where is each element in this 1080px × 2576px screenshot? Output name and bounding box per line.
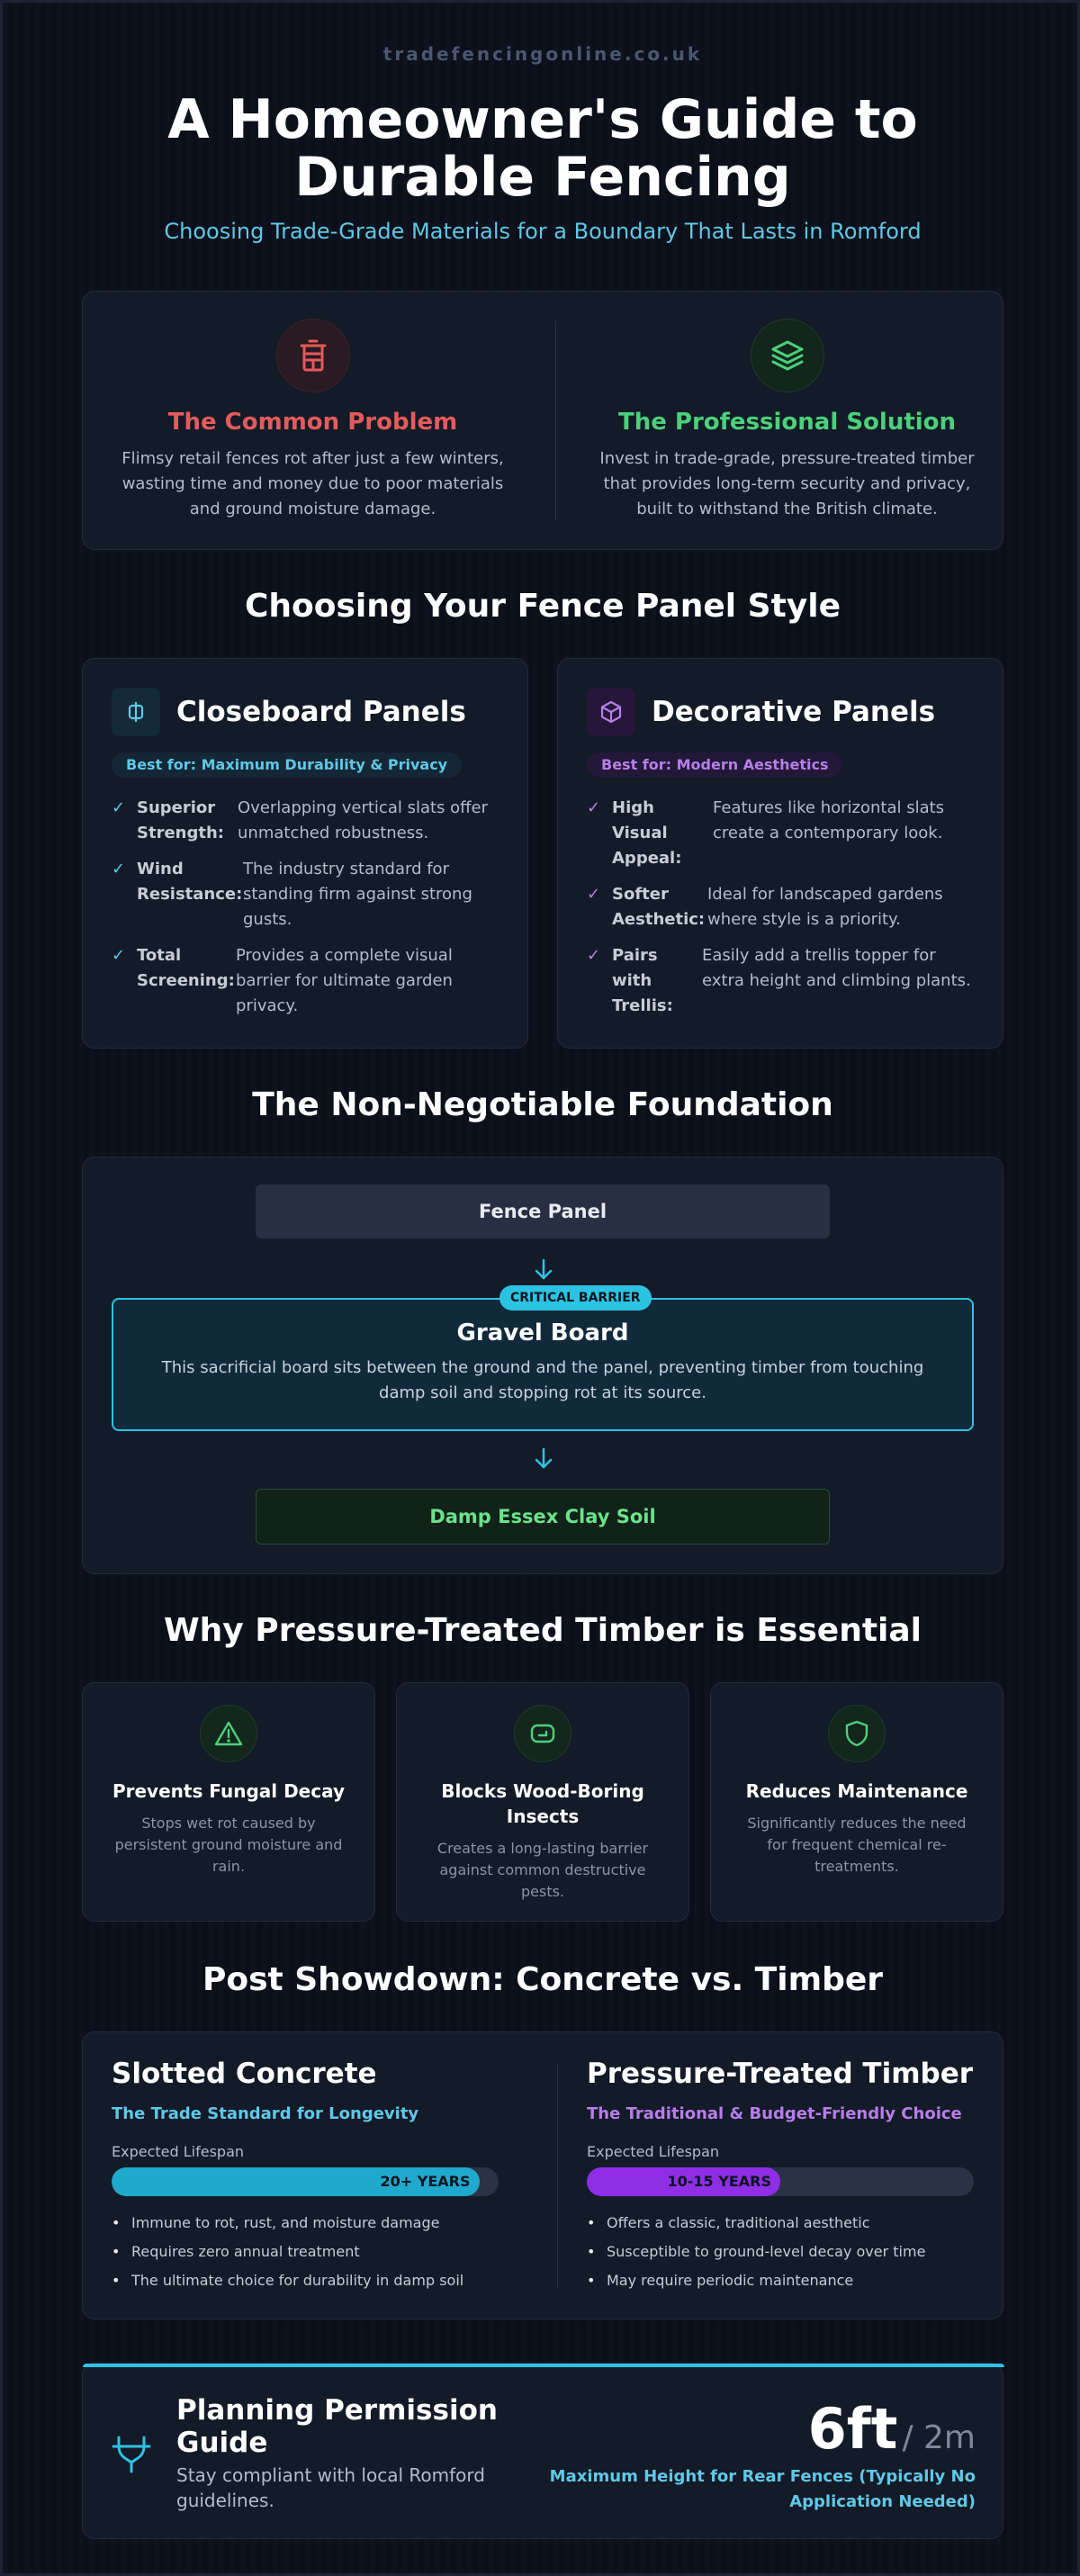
lifespan-label: Expected Lifespan (587, 2143, 720, 2160)
planning-text: Stay compliant with local Romford guidelines. (176, 2464, 485, 2511)
planning-value (808, 2396, 976, 2462)
height-metric: / 2m (902, 2419, 976, 2456)
fork-icon (110, 2432, 153, 2475)
list-item: • Offers a classic, traditional aesthetic (587, 2209, 983, 2238)
concrete-title: Slotted Concrete (112, 2058, 377, 2090)
panel-icon (112, 688, 160, 736)
gravel-board-layer (112, 1291, 974, 1431)
planning-title: Planning Permission Guide (176, 2394, 498, 2459)
feature-text: Provides a complete visual barrier for ultimate garden privacy. (236, 946, 453, 1015)
check-icon: ✓ (112, 860, 126, 878)
main-title-line1: A Homeowner's Guide to (167, 88, 918, 151)
feature-item (587, 796, 983, 871)
gravel-board-text: This sacrificial board sits between the ground and the panel, preventing timber from touching damp soil and stopping rot at its source. (161, 1358, 924, 1402)
divider (557, 2063, 558, 2288)
feature-label: Wind Resistance: (137, 860, 243, 904)
list-item: • Immune to rot, rust, and moisture damage (112, 2209, 508, 2238)
lifespan-label: Expected Lifespan (112, 2143, 245, 2160)
lifespan-value: 20+ YEARS (380, 2173, 471, 2190)
accent-bar (83, 2364, 1004, 2367)
feature-label: Total Screening: (137, 946, 235, 990)
lifespan-value: 10-15 YEARS (667, 2173, 771, 2190)
problem-column (83, 292, 543, 522)
feature-text: The industry standard for standing firm against strong gusts. (243, 860, 472, 929)
lifespan-bar-fill (112, 2167, 480, 2196)
trash-icon (276, 319, 350, 392)
timber-subtitle: The Traditional & Budget-Friendly Choice (587, 2104, 962, 2123)
problem-text: Flimsy retail fences rot after just a few winters, wasting time and money due to poor materials and ground moisture damage. (122, 449, 504, 518)
feature-label: Superior Strength: (137, 798, 224, 842)
solution-text: Invest in trade-grade, pressure-treated timber that provides long-term security and privacy, built to withstand the British climate. (599, 449, 975, 518)
solution-column (557, 292, 1017, 522)
posts-card (82, 2031, 1004, 2319)
list-item: • The ultimate choice for durability in damp soil (112, 2266, 508, 2295)
closeboard-title: Closeboard Panels (176, 696, 466, 728)
check-icon: ✓ (112, 798, 126, 817)
timber-card-text: Stops wet rot caused by persistent ground moisture and rain. (114, 1815, 343, 1875)
site-domain: tradefencingonline.co.uk (382, 43, 703, 65)
layers-icon (751, 319, 824, 392)
feature-label: Pairs with Trellis: (612, 946, 673, 1015)
problem-title: The Common Problem (167, 409, 458, 436)
foundation-section-title: The Non-Negotiable Foundation (252, 1086, 833, 1123)
lifespan-bar-fill (587, 2167, 780, 2196)
timber-card-fungal (82, 1682, 375, 1922)
feature-text: Easily add a trellis topper for extra height and climbing plants. (702, 946, 971, 990)
list-item: • May require periodic maintenance (587, 2266, 983, 2295)
posts-section-title: Post Showdown: Concrete vs. Timber (202, 1961, 884, 1998)
feature-text: Ideal for landscaped gardens where style is a priority. (707, 885, 943, 929)
planning-card (82, 2363, 1004, 2539)
decorative-title: Decorative Panels (652, 696, 936, 728)
feature-item (112, 857, 508, 932)
check-icon: ✓ (587, 946, 601, 965)
timber-card-insects (396, 1682, 689, 1922)
concrete-column (112, 2032, 508, 2295)
closeboard-best-for: Best for: Maximum Durability & Privacy (112, 752, 462, 778)
timber-card-title: Prevents Fungal Decay (112, 1780, 346, 1802)
critical-barrier-badge: CRITICAL BARRIER (500, 1285, 652, 1311)
decorative-card (557, 658, 1004, 1049)
feature-text: Features like horizontal slats create a contemporary look. (713, 798, 945, 842)
concrete-points (112, 2209, 508, 2295)
foundation-card (82, 1157, 1004, 1574)
problem-solution-card (82, 291, 1004, 550)
panels-section-title: Choosing Your Fence Panel Style (244, 588, 842, 625)
feature-item (587, 943, 983, 1019)
divider (555, 320, 556, 520)
closeboard-card (82, 658, 528, 1049)
timber-card-maintenance (710, 1682, 1004, 1922)
subtitle: Choosing Trade-Grade Materials for a Boundary That Lasts in Romford (164, 219, 922, 244)
soil-layer: Damp Essex Clay Soil (256, 1489, 830, 1545)
fence-panel-layer: Fence Panel (256, 1184, 830, 1238)
check-icon: ✓ (587, 798, 601, 817)
check-icon: ✓ (587, 885, 601, 904)
feature-label: High Visual Appeal: (612, 798, 682, 868)
timber-card-title: Blocks Wood-Boring Insects (441, 1780, 644, 1827)
check-icon: ✓ (112, 946, 126, 965)
arrow-down-icon (530, 1256, 557, 1283)
concrete-subtitle: The Trade Standard for Longevity (112, 2104, 419, 2123)
main-title-line2: Durable Fencing (294, 146, 791, 209)
lifespan-bar (587, 2167, 974, 2196)
timber-card-text: Significantly reduces the need for frequent chemical re-treatments. (747, 1815, 967, 1875)
list-item: • Requires zero annual treatment (112, 2238, 508, 2266)
barrier-icon (514, 1705, 572, 1762)
height-value: 6ft (807, 2396, 898, 2462)
arrow-down-icon (530, 1446, 557, 1473)
feature-text: Overlapping vertical slats offer unmatched robustness. (238, 798, 489, 842)
shield-icon (828, 1705, 886, 1762)
lifespan-bar (112, 2167, 499, 2196)
cube-icon (587, 688, 635, 736)
planning-caption: Maximum Height for Rear Fences (Typically No Application Needed) (549, 2467, 976, 2511)
timber-section-title: Why Pressure-Treated Timber is Essential (163, 1612, 922, 1649)
timber-title: Pressure-Treated Timber (587, 2058, 974, 2090)
list-item: • Susceptible to ground-level decay over time (587, 2238, 983, 2266)
feature-item (112, 796, 508, 846)
closeboard-header (112, 688, 466, 736)
main-title (3, 88, 1080, 209)
gravel-board-title: Gravel Board (456, 1320, 629, 1347)
solution-title: The Professional Solution (617, 409, 957, 436)
timber-card-title: Reduces Maintenance (745, 1780, 968, 1802)
decorative-header (587, 688, 935, 736)
feature-item (587, 882, 983, 932)
timber-column (587, 2032, 983, 2295)
feature-item (112, 943, 508, 1019)
timber-card-text: Creates a long-lasting barrier against common destructive pests. (436, 1840, 649, 1900)
decorative-best-for: Best for: Modern Aesthetics (587, 752, 842, 778)
warning-icon (200, 1705, 257, 1762)
feature-label: Softer Aesthetic: (612, 885, 706, 929)
timber-points (587, 2209, 983, 2295)
